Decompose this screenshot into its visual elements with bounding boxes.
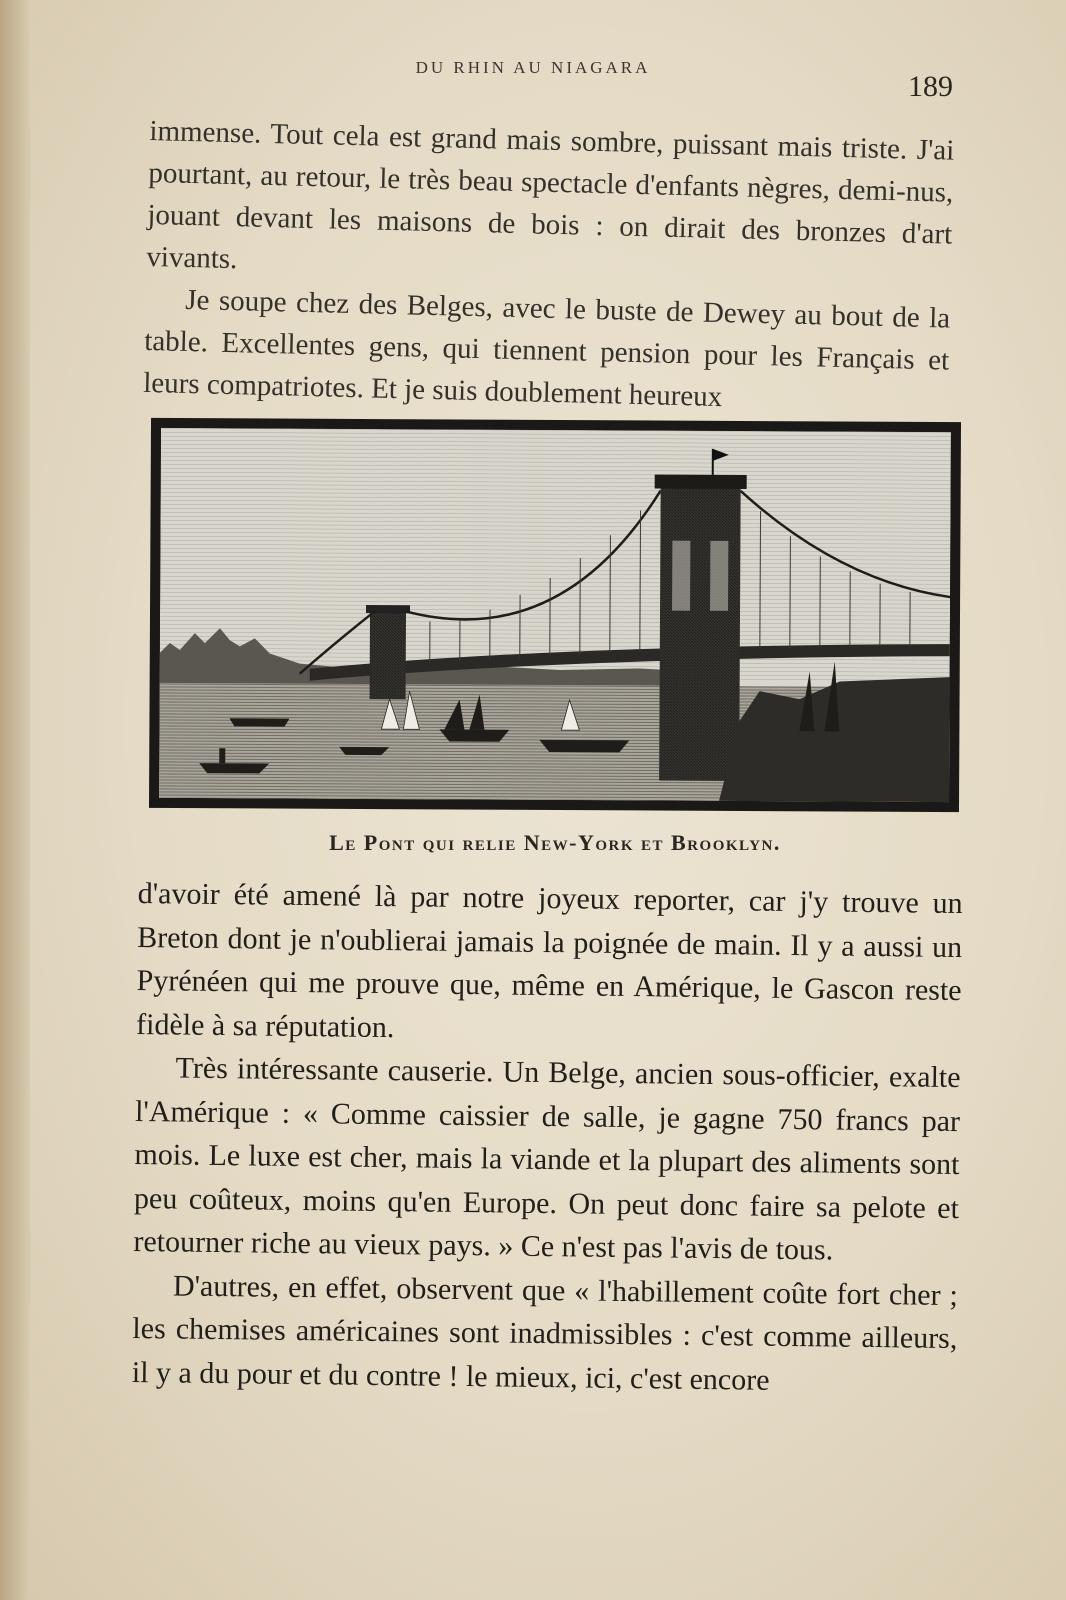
running-head: DU RHIN AU NIAGARA: [415, 58, 651, 77]
bridge-illustration: [149, 418, 961, 812]
paragraph: D'autres, en effet, observent que « l'habillement coûte fort cher ; les chemises américaines sont inadmissibles : c'est comme ailleurs, il y a du pour et du contre ! le mieux, ici, c'est encore: [131, 1268, 959, 1397]
page-edge: [0, 0, 30, 1600]
paragraph: Très intéressante causerie. Un Belge, ancien sous-officier, exalte l'Amérique : « Comme caissier de salle, je gagne 750 francs par mois. Le luxe est cher, mais la viande et la plupart des aliments sont peu coûteux, moins qu'en Europe. On peut donc faire sa pelote et retourner riche au vieux pays. » Ce n'est pas l'avis de tous.: [133, 1051, 961, 1267]
brooklyn-bridge-engraving: [159, 428, 951, 802]
page-number: 189: [908, 70, 953, 103]
paragraph: Je soupe chez des Belges, avec le buste de Dewey au bout de la table. Excellentes gens, qui tiennent pension pour les Français et leurs compatriotes. Et je suis doublement heureux: [142, 283, 951, 414]
left-tower: [370, 609, 406, 699]
text-block-top: [143, 110, 955, 424]
paragraph: immense. Tout cela est grand mais sombre, puissant mais triste. J'ai pourtant, au retour, le très beau spectacle d'enfants nègres, demi-nus, jouant devant les maisons de bois : on dirait des bronzes d'art vivants.: [146, 114, 955, 276]
text-block-bottom: [132, 872, 963, 1404]
figure-caption: Le Pont qui relie New-York et Brooklyn.: [329, 830, 781, 855]
right-tower: [659, 481, 741, 781]
paragraph: d'avoir été amené là par notre joyeux reporter, car j'y trouve un Breton dont je n'oublierai jamais la poignée de main. Il y a aussi un Pyrénéen qui me prouve que, même en Amérique, le Gascon reste fidèle à sa réputation.: [135, 876, 963, 1044]
